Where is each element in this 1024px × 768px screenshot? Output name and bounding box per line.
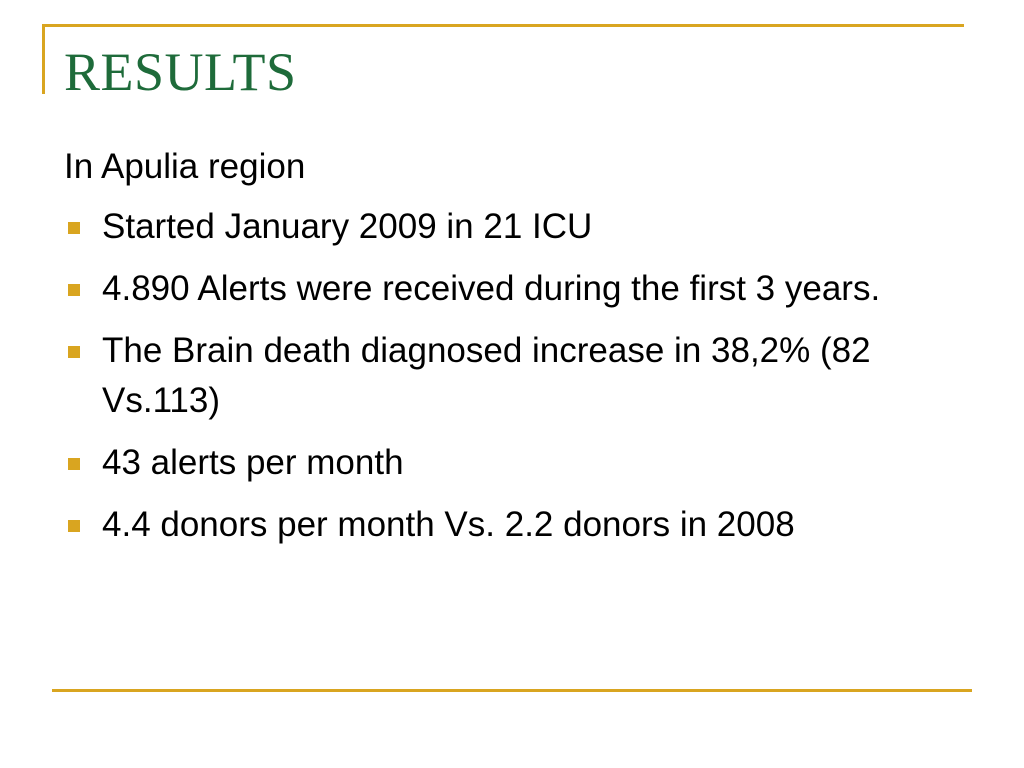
slide-title: RESULTS: [64, 42, 297, 102]
bullet-text: 43 alerts per month: [102, 443, 404, 482]
slide-body: [64, 142, 984, 562]
bullet-text: 4.4 donors per month Vs. 2.2 donors in 2008: [102, 505, 795, 544]
bullet-text: 4.890 Alerts were received during the first 3 years.: [102, 269, 881, 308]
square-bullet-icon: [68, 458, 80, 470]
bullet-item: [64, 264, 984, 314]
square-bullet-icon: [68, 520, 80, 532]
square-bullet-icon: [68, 222, 80, 234]
title-frame-top-line: [42, 24, 964, 27]
intro-text: In Apulia region: [64, 147, 306, 186]
bullet-item: [64, 438, 984, 488]
square-bullet-icon: [68, 284, 80, 296]
bullet-list: [64, 202, 984, 550]
bullet-text: The Brain death diagnosed increase in 38,2% (82 Vs.113): [102, 331, 871, 420]
bullet-item: [64, 326, 984, 426]
title-frame-vertical-line: [42, 24, 45, 94]
bullet-item: [64, 202, 984, 252]
bullet-text: Started January 2009 in 21 ICU: [102, 207, 593, 246]
footer-divider-line: [52, 689, 972, 692]
bullet-item: [64, 500, 984, 550]
square-bullet-icon: [68, 346, 80, 358]
